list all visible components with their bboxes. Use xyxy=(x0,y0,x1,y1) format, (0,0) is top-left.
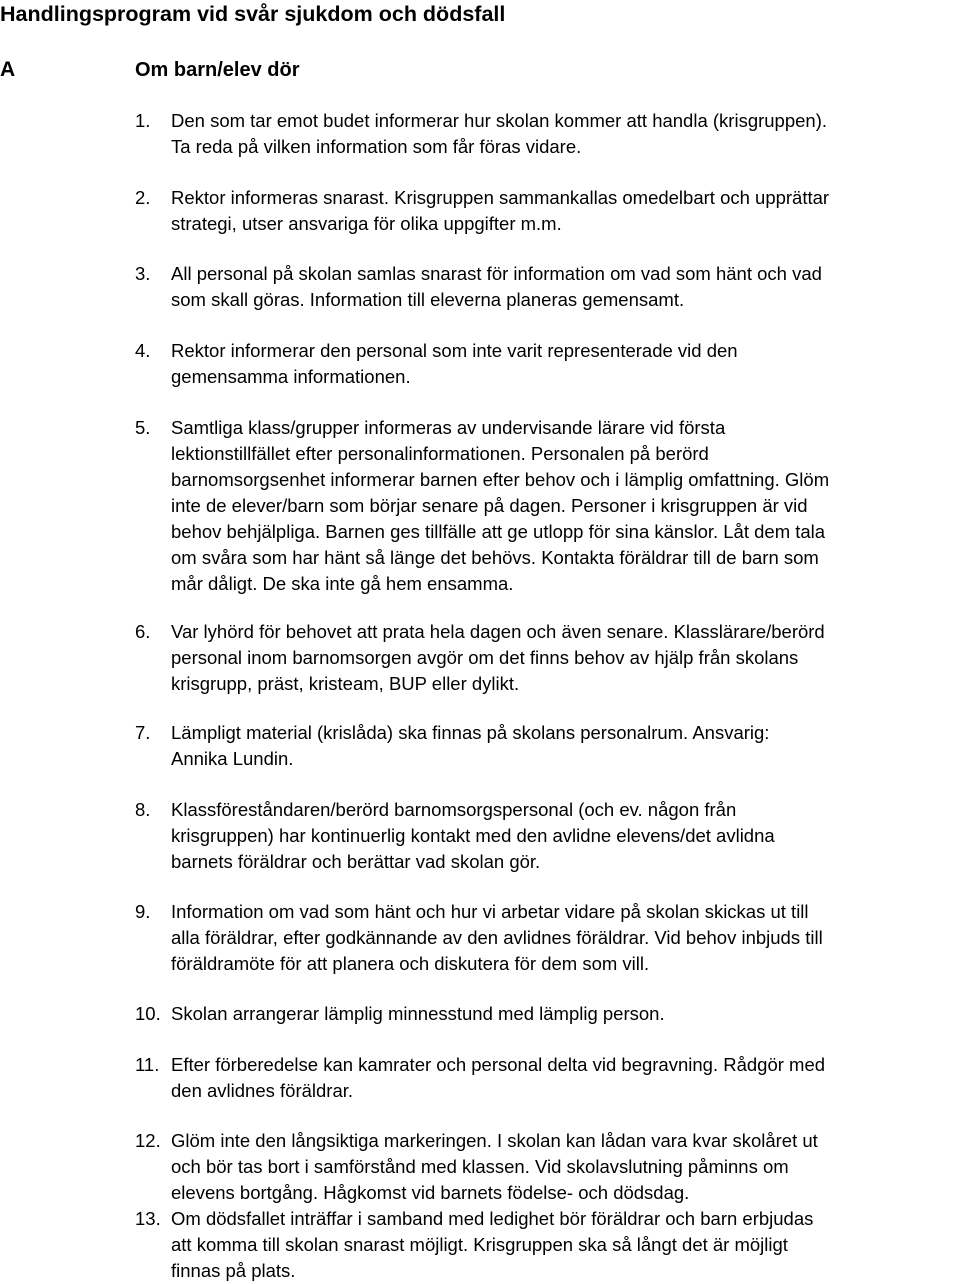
list-item-line: behov behjälpliga. Barnen ges tillfälle att ge utlopp för sina känslor. Låt dem tala xyxy=(171,521,826,542)
list-item-line: Efter förberedelse kan kamrater och personal delta vid begravning. Rådgör med xyxy=(171,1054,826,1075)
list-item-number: 3. xyxy=(135,263,151,284)
list-item-text xyxy=(171,108,827,160)
list-item-line: mår dåligt. De ska inte gå hem ensamma. xyxy=(171,573,514,594)
list-item-line: barnomsorgsenhet informerar barnen efter behov och i lämplig omfattning. Glöm xyxy=(171,469,830,490)
list-item-text xyxy=(171,1128,818,1206)
list-item-line: Var lyhörd för behovet att prata hela dagen och även senare. Klasslärare/berörd xyxy=(171,621,825,642)
list-item-line: Ta reda på vilken information som får föras vidare. xyxy=(171,136,582,157)
list-item-text xyxy=(171,185,829,237)
list-item-text xyxy=(171,899,823,977)
list-item-number: 6. xyxy=(135,621,151,642)
list-item-text xyxy=(171,720,769,772)
list-item-text xyxy=(171,1206,813,1284)
list-item-line: Klassföreståndaren/berörd barnomsorgspersonal (och ev. någon från xyxy=(171,799,737,820)
list-item-line: Lämpligt material (krislåda) ska finnas på skolans personalrum. Ansvarig: xyxy=(171,722,770,743)
list-item-line: inte de elever/barn som börjar senare på dagen. Personer i krisgruppen är vid xyxy=(171,495,808,516)
list-item-line: Information om vad som hänt och hur vi arbetar vidare på skolan skickas ut till xyxy=(171,901,809,922)
list-item-number: 2. xyxy=(135,187,151,208)
list-item-line: Den som tar emot budet informerar hur skolan kommer att handla (krisgruppen). xyxy=(171,110,828,131)
list-item-text xyxy=(171,415,829,597)
list-item-line: att komma till skolan snarast möjligt. Krisgruppen ska så långt det är möjligt xyxy=(171,1234,788,1255)
section-title: Om barn/elev dör xyxy=(135,59,300,81)
list-item-line: föräldramöte för att planera och diskutera för dem som vill. xyxy=(171,953,650,974)
list-item-text xyxy=(171,338,738,390)
list-item-text xyxy=(171,619,825,697)
list-item-line: Skolan arrangerar lämplig minnesstund med lämplig person. xyxy=(171,1003,665,1024)
list-item-line: strategi, utser ansvariga för olika uppgifter m.m. xyxy=(171,213,562,234)
list-item-number: 12. xyxy=(135,1130,161,1151)
list-item-line: Om dödsfallet inträffar i samband med ledighet bör föräldrar och barn erbjudas xyxy=(171,1208,814,1229)
list-item-number: 8. xyxy=(135,799,151,820)
list-item-number: 10. xyxy=(135,1003,161,1024)
list-item-line: lektionstillfället efter personalinformationen. Personalen på berörd xyxy=(171,443,709,464)
list-item-line: gemensamma informationen. xyxy=(171,366,411,387)
list-item-line: elevens bortgång. Hågkomst vid barnets födelse- och dödsdag. xyxy=(171,1182,690,1203)
list-item-number: 4. xyxy=(135,340,151,361)
list-item-number: 1. xyxy=(135,110,151,131)
list-item-text xyxy=(171,1052,825,1104)
list-item-number: 13. xyxy=(135,1208,161,1229)
list-item-line: Samtliga klass/grupper informeras av undervisande lärare vid första xyxy=(171,417,726,438)
list-item-line: finnas på plats. xyxy=(171,1260,296,1281)
list-item-line: krisgrupp, präst, kristeam, BUP eller dylikt. xyxy=(171,673,520,694)
list-item-line: Annika Lundin. xyxy=(171,748,294,769)
list-item-line: krisgruppen) har kontinuerlig kontakt med den avlidne elevens/det avlidna xyxy=(171,825,775,846)
list-item-number: 5. xyxy=(135,417,151,438)
list-item-line: Rektor informerar den personal som inte varit representerade vid den xyxy=(171,340,738,361)
document-title: Handlingsprogram vid svår sjukdom och dödsfall xyxy=(0,2,506,26)
list-item-text xyxy=(171,1001,665,1027)
list-item-line: alla föräldrar, efter godkännande av den avlidnes föräldrar. Vid behov inbjuds till xyxy=(171,927,823,948)
section-letter: A xyxy=(0,58,16,81)
list-item-line: om svåra som har hänt så länge det behövs. Kontakta föräldrar till de barn som xyxy=(171,547,819,568)
list-item-text xyxy=(171,797,775,875)
list-item-number: 7. xyxy=(135,722,151,743)
list-item-line: barnets föräldrar och berättar vad skolan gör. xyxy=(171,851,541,872)
list-item-line: All personal på skolan samlas snarast för information om vad som hänt och vad xyxy=(171,263,822,284)
list-item-line: som skall göras. Information till eleverna planeras gemensamt. xyxy=(171,289,685,310)
list-item-line: och bör tas bort i samförstånd med klassen. Vid skolavslutning påminns om xyxy=(171,1156,789,1177)
list-item-line: Glöm inte den långsiktiga markeringen. I skolan kan lådan vara kvar skolåret ut xyxy=(171,1130,818,1151)
list-item-line: personal inom barnomsorgen avgör om det finns behov av hjälp från skolans xyxy=(171,647,799,668)
list-item-line: den avlidnes föräldrar. xyxy=(171,1080,354,1101)
list-item-text xyxy=(171,261,822,313)
list-item-number: 11. xyxy=(135,1054,160,1075)
list-item-number: 9. xyxy=(135,901,151,922)
list-item-line: Rektor informeras snarast. Krisgruppen sammankallas omedelbart och upprättar xyxy=(171,187,830,208)
